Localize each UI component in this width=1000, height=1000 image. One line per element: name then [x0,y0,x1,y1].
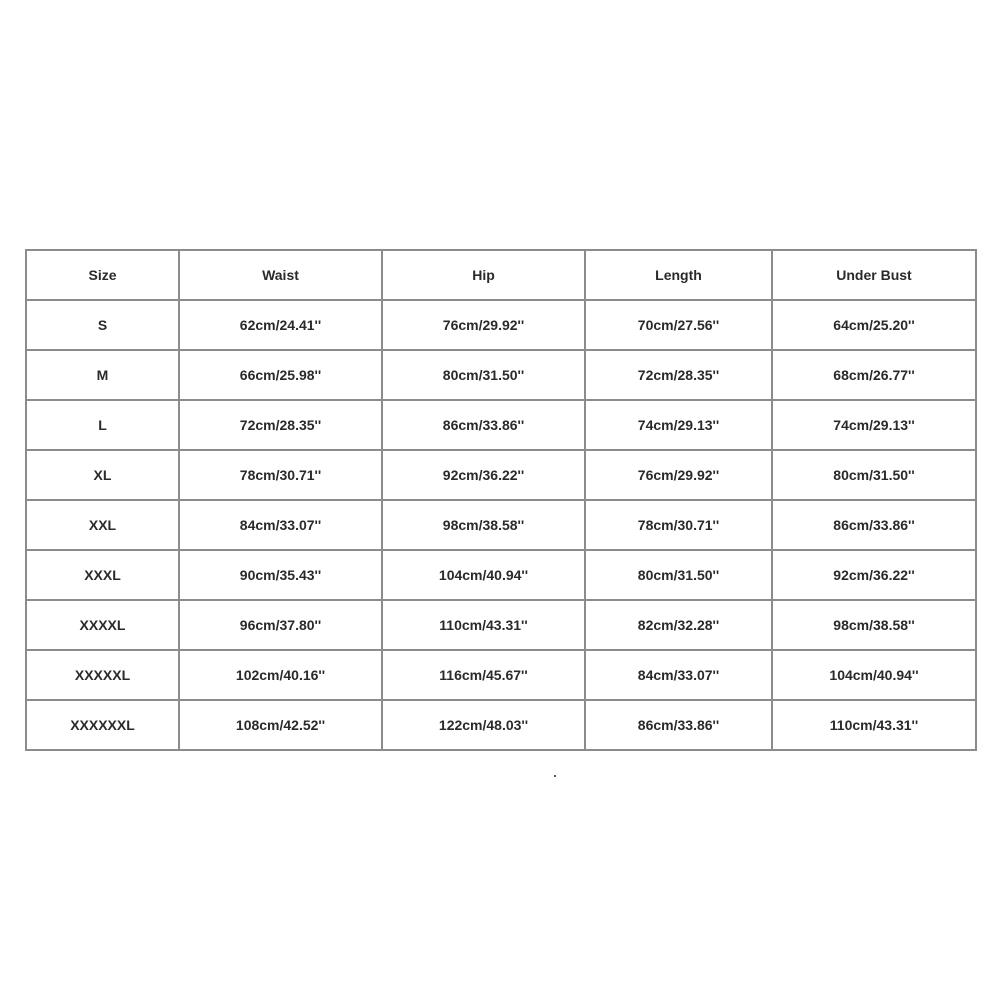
cell-under-bust: 92cm/36.22'' [772,550,976,600]
table-row [26,500,976,550]
cell-waist: 62cm/24.41'' [179,300,382,350]
size-chart-table [25,249,977,751]
table-row [26,350,976,400]
cell-size: S [26,300,179,350]
cell-under-bust: 64cm/25.20'' [772,300,976,350]
header-under-bust: Under Bust [772,250,976,300]
cell-under-bust: 110cm/43.31'' [772,700,976,750]
cell-under-bust: 80cm/31.50'' [772,450,976,500]
cell-size: XXXXXL [26,650,179,700]
cell-waist: 102cm/40.16'' [179,650,382,700]
cell-waist: 78cm/30.71'' [179,450,382,500]
cell-size: L [26,400,179,450]
cell-waist: 108cm/42.52'' [179,700,382,750]
cell-length: 82cm/32.28'' [585,600,772,650]
table-row [26,600,976,650]
cell-length: 76cm/29.92'' [585,450,772,500]
cell-length: 78cm/30.71'' [585,500,772,550]
cell-hip: 104cm/40.94'' [382,550,585,600]
table-row [26,550,976,600]
cell-hip: 80cm/31.50'' [382,350,585,400]
cell-under-bust: 98cm/38.58'' [772,600,976,650]
cell-waist: 84cm/33.07'' [179,500,382,550]
header-waist: Waist [179,250,382,300]
cell-length: 84cm/33.07'' [585,650,772,700]
cell-waist: 72cm/28.35'' [179,400,382,450]
cell-waist: 90cm/35.43'' [179,550,382,600]
cell-length: 70cm/27.56'' [585,300,772,350]
cell-length: 74cm/29.13'' [585,400,772,450]
cell-length: 72cm/28.35'' [585,350,772,400]
header-size: Size [26,250,179,300]
cell-waist: 66cm/25.98'' [179,350,382,400]
table-row [26,450,976,500]
table-row [26,300,976,350]
cell-hip: 98cm/38.58'' [382,500,585,550]
cell-size: M [26,350,179,400]
header-hip: Hip [382,250,585,300]
cell-length: 86cm/33.86'' [585,700,772,750]
cell-size: XXXXL [26,600,179,650]
table-row [26,650,976,700]
header-length: Length [585,250,772,300]
stray-dot [554,775,556,777]
cell-hip: 116cm/45.67'' [382,650,585,700]
cell-under-bust: 86cm/33.86'' [772,500,976,550]
cell-length: 80cm/31.50'' [585,550,772,600]
cell-size: XXL [26,500,179,550]
cell-waist: 96cm/37.80'' [179,600,382,650]
cell-under-bust: 74cm/29.13'' [772,400,976,450]
table-header-row [26,250,976,300]
cell-under-bust: 104cm/40.94'' [772,650,976,700]
cell-under-bust: 68cm/26.77'' [772,350,976,400]
cell-hip: 122cm/48.03'' [382,700,585,750]
cell-hip: 92cm/36.22'' [382,450,585,500]
table-row [26,400,976,450]
cell-hip: 76cm/29.92'' [382,300,585,350]
cell-size: XL [26,450,179,500]
cell-size: XXXL [26,550,179,600]
cell-size: XXXXXXL [26,700,179,750]
table-row [26,700,976,750]
cell-hip: 86cm/33.86'' [382,400,585,450]
cell-hip: 110cm/43.31'' [382,600,585,650]
